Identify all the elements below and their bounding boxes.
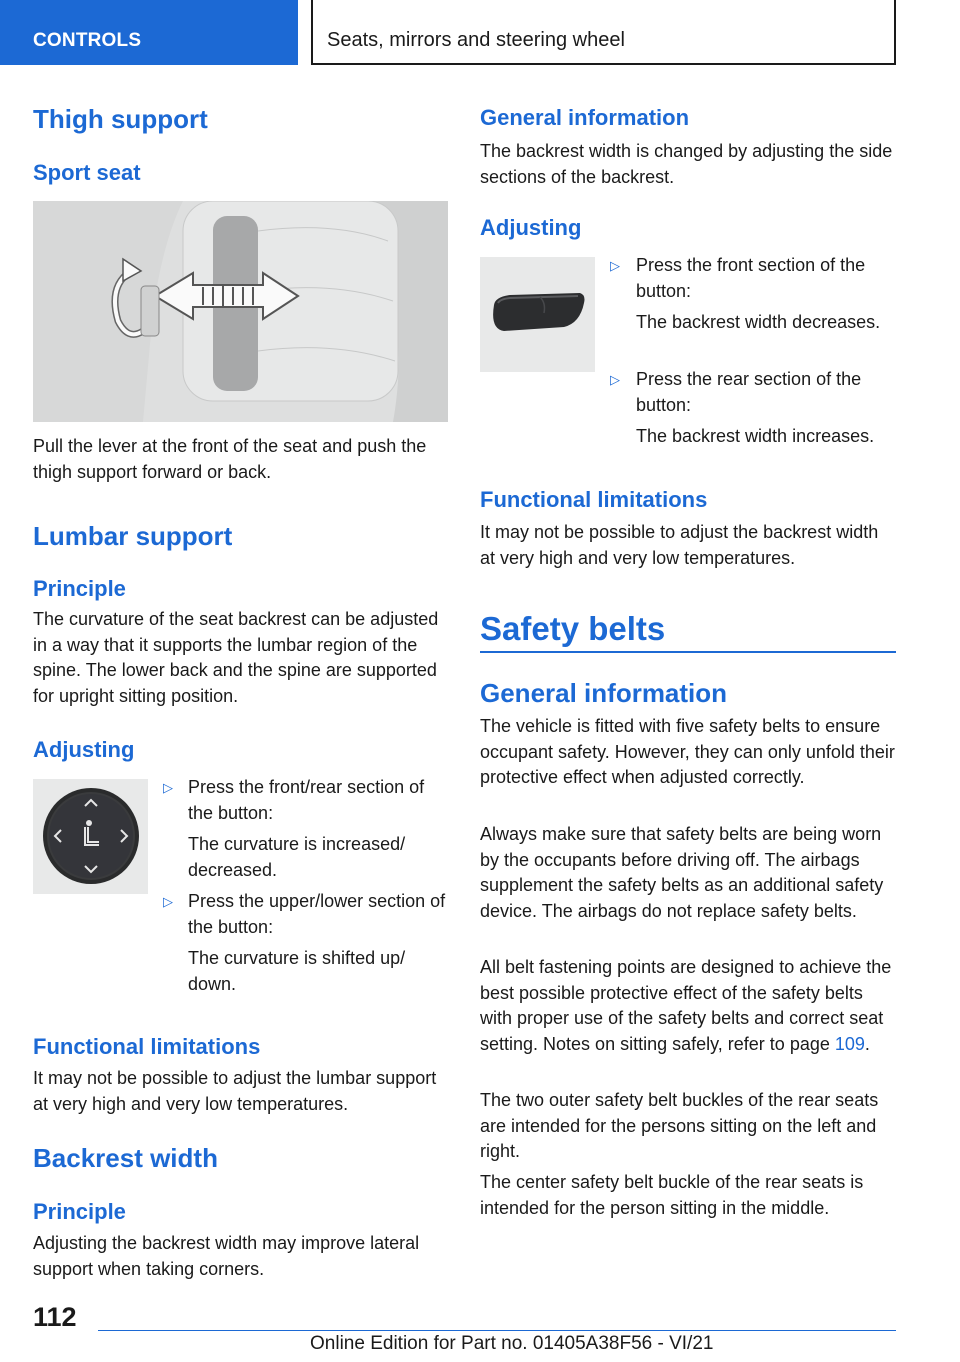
section-tab [0, 0, 298, 65]
safety-paragraph-3 [480, 955, 895, 1057]
lumbar-bullet-2-text: Press the upper/lower section of the button: [188, 891, 446, 937]
subheading-principle-backrest: Principle [33, 1199, 126, 1224]
heading-lumbar-support: Lumbar support [33, 521, 233, 551]
backrest-bullet-1-text: Press the front section of the button: [636, 255, 866, 301]
heading-thigh-support: Thigh support [33, 104, 208, 134]
subheading-general-information: General information [480, 105, 690, 130]
bullet-triangle-icon: ▷ [163, 894, 173, 909]
heading-safety-belts: Safety belts [480, 610, 666, 647]
backrest-bullet-2-result: The backrest width increases. [636, 426, 875, 446]
lumbar-limitations-text: It may not be possible to adjust the lumbar support at very high and very low temperatures. [33, 1068, 437, 1114]
safety-paragraph-5: The center safety belt buckle of the rear seats is intended for the person sitting in the middle. [480, 1172, 864, 1218]
backrest-button-image [480, 257, 595, 372]
lumbar-bullet-1 [163, 775, 453, 883]
subheading-adjusting: Adjusting [33, 737, 135, 762]
lumbar-button-image [33, 779, 148, 894]
section-label: CONTROLS [33, 30, 142, 51]
lumbar-bullet-2 [163, 889, 453, 997]
safety-paragraph-4: The two outer safety belt buckles of the rear seats are intended for the persons sitting on the left and right. [480, 1090, 879, 1161]
general-information-text: The backrest width is changed by adjusting the side sections of the backrest. [480, 141, 893, 187]
subheading-sport-seat: Sport seat [33, 160, 141, 185]
footer-divider [98, 1330, 896, 1331]
safety-paragraph-2: Always make sure that safety belts are being worn by the occupants before driving off. The airbags supplement the safety belts as an additional safety device. The airbags do not replace safety belts. [480, 824, 884, 921]
edition-note: Online Edition for Part no. 01405A38F56 - VI/21 [310, 1333, 714, 1354]
thigh-support-text: Pull the lever at the front of the seat and push the thigh support forward or back. [33, 436, 427, 482]
chapter-label: Seats, mirrors and steering wheel [327, 29, 625, 51]
backrest-bullet-1-result: The backrest width decreases. [636, 312, 881, 332]
backrest-bullet-1 [610, 253, 900, 336]
thigh-support-image [33, 201, 448, 422]
backrest-bullet-2 [610, 367, 900, 450]
subheading-adjusting-backrest: Adjusting [480, 215, 582, 240]
heading-backrest-width: Backrest width [33, 1143, 218, 1173]
lumbar-bullet-1-text: Press the front/rear section of the button: [188, 777, 425, 823]
subheading-general-information-safety: General information [480, 678, 728, 708]
lumbar-bullet-1-result: The curvature is increased/ decreased. [188, 834, 406, 880]
lumbar-bullet-2-result: The curvature is shifted up/ down. [188, 948, 406, 994]
safety-paragraph-1: The vehicle is fitted with five safety belts to ensure occupant safety. However, they can only unfold their protective effect when adjusted correctly. [480, 716, 895, 787]
backrest-bullet-2-text: Press the rear section of the button: [636, 369, 862, 415]
bullet-triangle-icon: ▷ [610, 258, 620, 273]
page-reference-link[interactable]: 109 [834, 1033, 865, 1054]
section-divider [480, 651, 896, 653]
safety-paragraph-3-text: All belt fastening points are designed to achieve the best possible protective effect of the safety belts with proper use of the safety belts and correct seat setting. Notes on sitting safely, refer to page [480, 957, 892, 1054]
chapter-tab [311, 0, 896, 65]
backrest-limitations-text: It may not be possible to adjust the backrest width at very high and very low temperatures. [480, 522, 879, 568]
bullet-triangle-icon: ▷ [163, 780, 173, 795]
safety-paragraph-3-end: . [864, 1033, 870, 1054]
page-number: 112 [33, 1302, 77, 1332]
backrest-principle-text: Adjusting the backrest width may improve lateral support when taking corners. [33, 1233, 420, 1279]
bullet-triangle-icon: ▷ [610, 372, 620, 387]
subheading-functional-limitations: Functional limitations [33, 1034, 261, 1059]
lumbar-principle-text: The curvature of the seat backrest can be adjusted in a way that it supports the lumbar region of the spine. The lower back and the spine are supported for upright sitting position. [33, 609, 439, 706]
subheading-principle: Principle [33, 576, 126, 601]
subheading-functional-limitations-backrest: Functional limitations [480, 487, 708, 512]
